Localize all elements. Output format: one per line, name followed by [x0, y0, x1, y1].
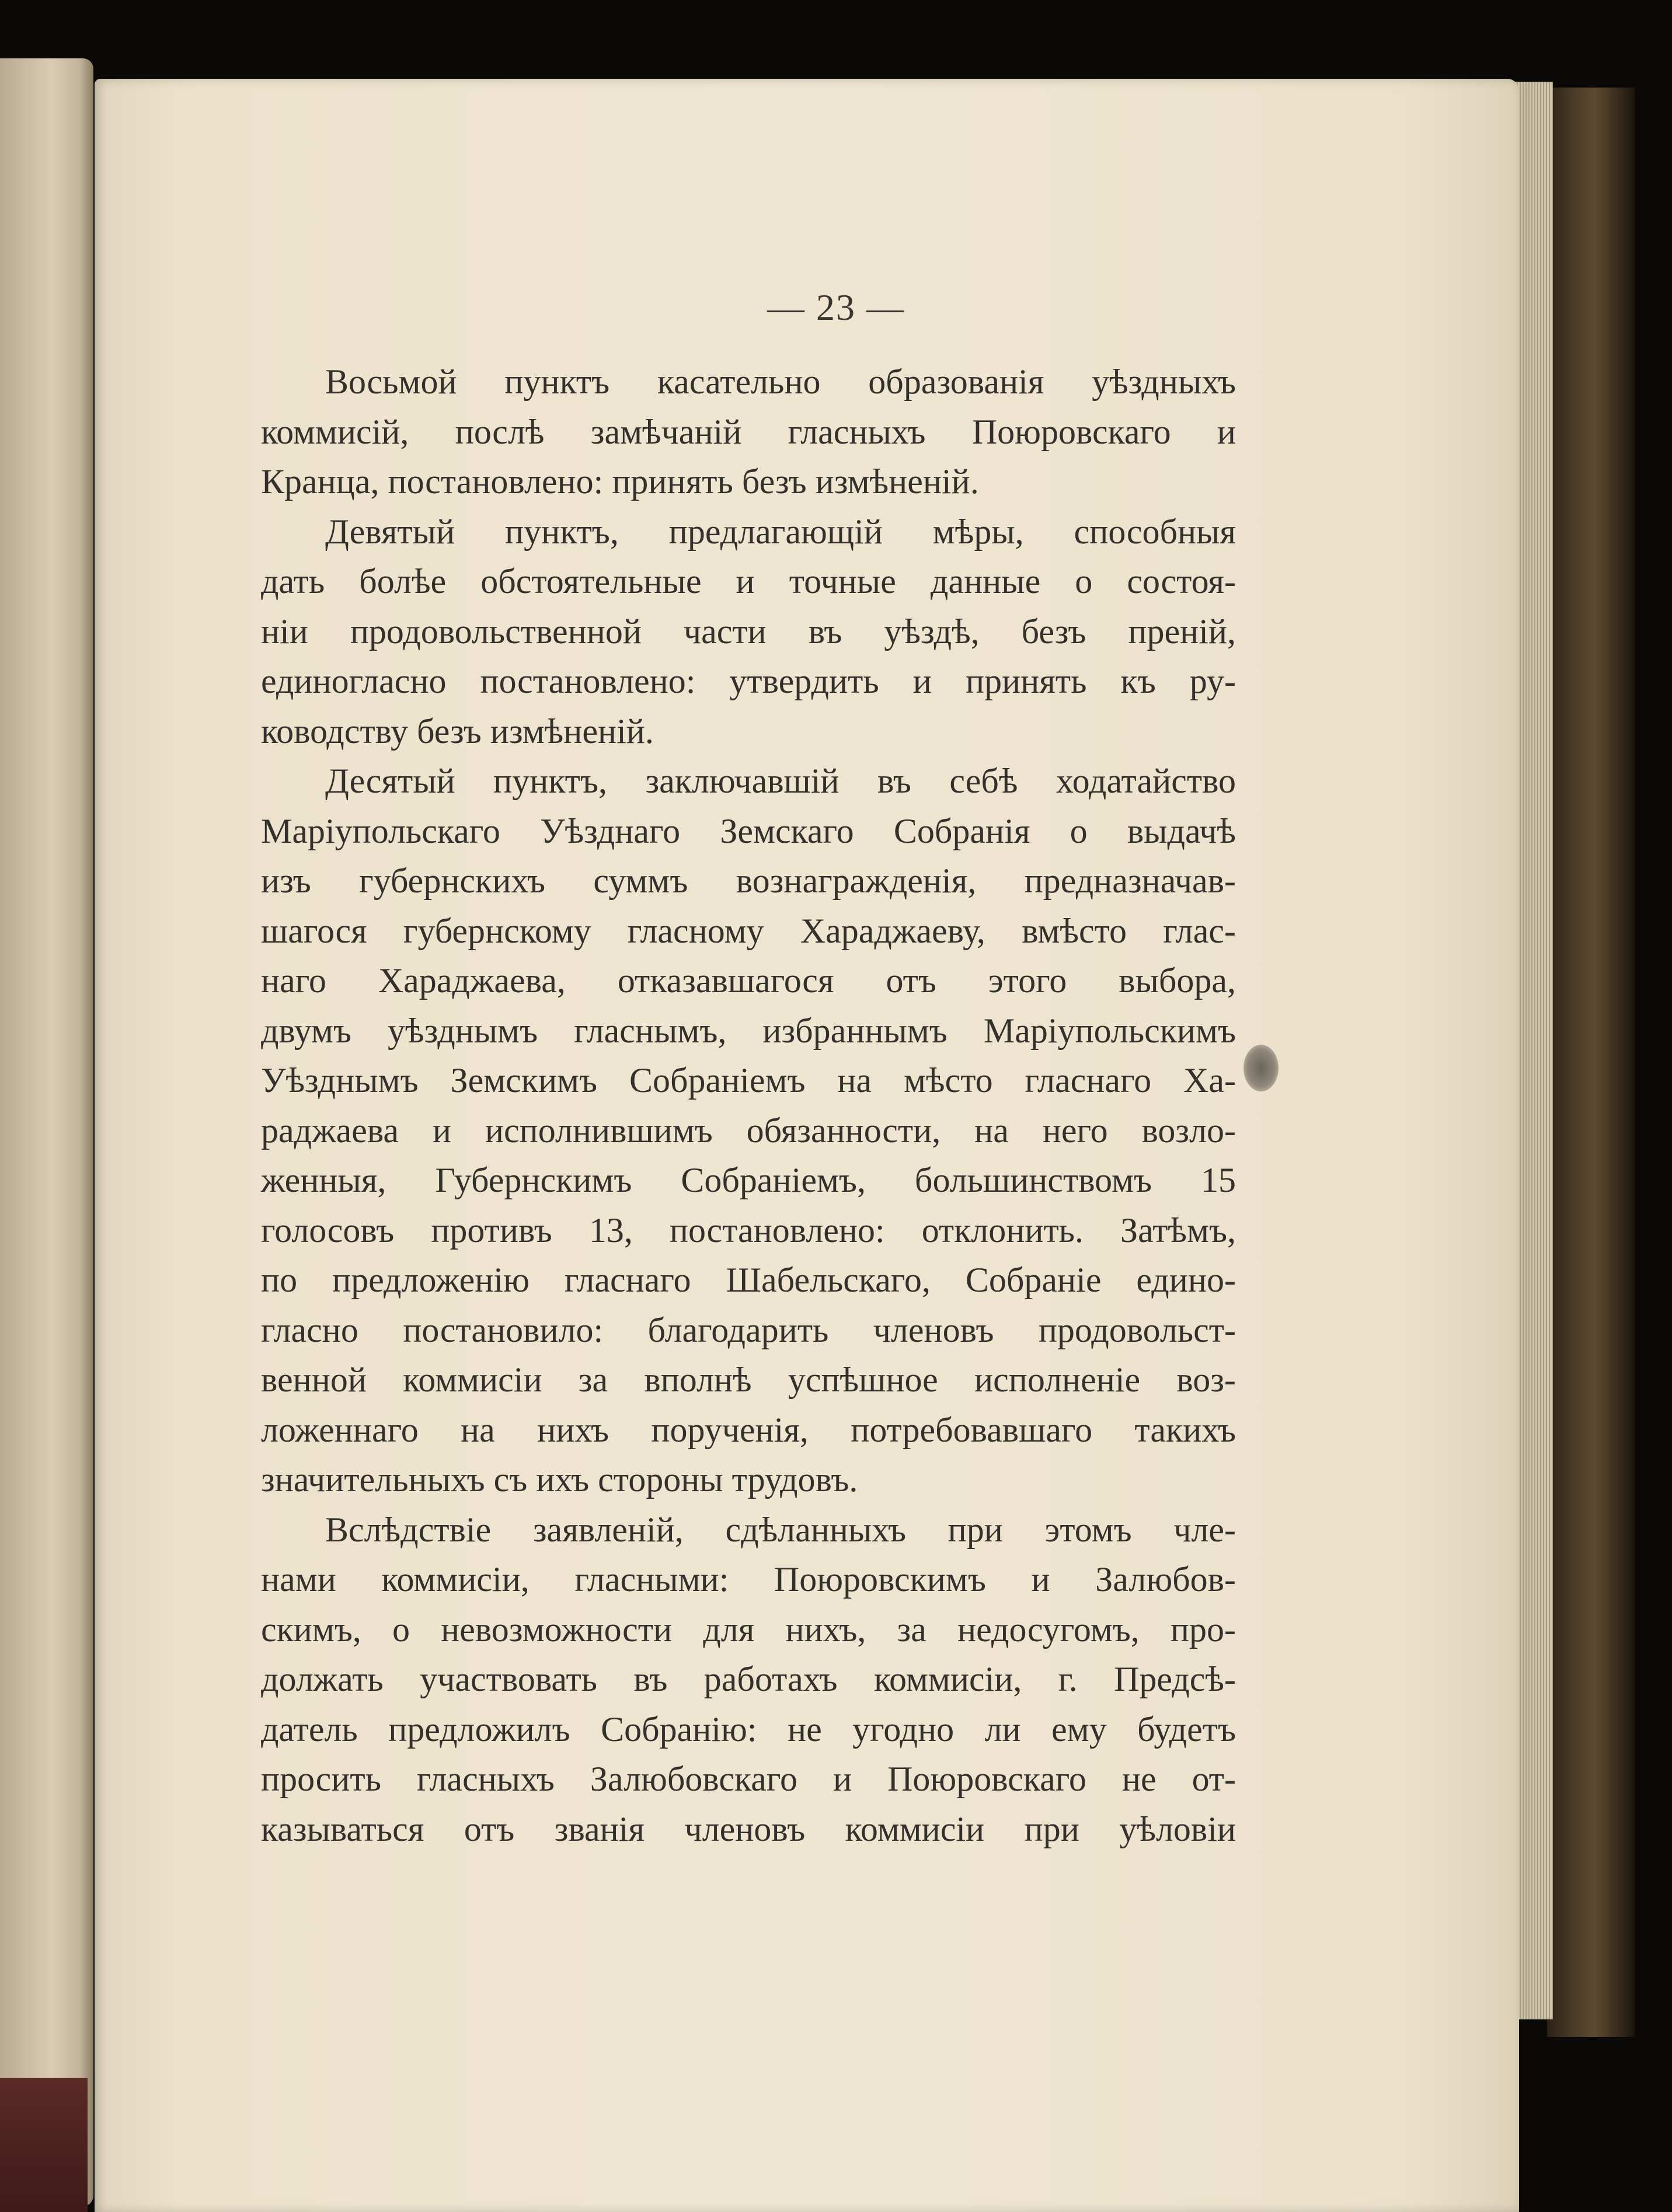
text-line: коммисій, послѣ замѣчаній гласныхъ Поюровскаго и — [261, 412, 1236, 451]
text-line: шагося губернскому гласному Хараджаеву, вмѣсто глас- — [261, 911, 1236, 950]
text-line: Десятый пунктъ, заключавшій въ себѣ ходатайство — [325, 762, 1236, 800]
facing-page-edge — [0, 58, 93, 2206]
text-line: просить гласныхъ Залюбовскаго и Поюровскаго не от- — [261, 1760, 1236, 1798]
text-line: ніи продовольственной части въ уѣздѣ, безъ преній, — [261, 612, 1236, 651]
text-line: единогласно постановлено: утвердить и принять къ ру- — [261, 662, 1236, 700]
text-line: гласно постановило: благодарить членовъ продовольст- — [261, 1310, 1236, 1349]
text-line: датель предложилъ Собранію: не угодно ли ему будетъ — [261, 1709, 1236, 1749]
text-line: скимъ, о невозможности для нихъ, за недосугомъ, про- — [261, 1610, 1236, 1649]
text-line: нами коммисіи, гласными: Поюровскимъ и Залюбов- — [261, 1560, 1236, 1599]
text-line: казываться отъ званія членовъ коммисіи при уѣловіи — [261, 1809, 1236, 1848]
book-cover-edge — [1547, 88, 1635, 2037]
binding-cloth — [0, 2078, 88, 2212]
text-line: Маріупольскаго Уѣзднаго Земскаго Собранія о выдачѣ — [261, 811, 1236, 850]
text-line: женныя, Губернскимъ Собраніемъ, большинствомъ 15 — [261, 1161, 1236, 1199]
text-line: должать участвовать въ работахъ коммисіи, г. Предсѣ- — [261, 1660, 1236, 1698]
page-number: — 23 — — [767, 287, 905, 328]
text-line: Девятый пунктъ, предлагающій мѣры, способныя — [325, 512, 1236, 551]
text-line: ложеннаго на нихъ порученія, потребовавшаго такихъ — [261, 1410, 1236, 1449]
text-line: ководству безъ измѣненій. — [261, 711, 654, 751]
text-line: изъ губернскихъ суммъ вознагражденія, предназначав- — [261, 861, 1236, 900]
text-line: Восьмой пунктъ касательно образованія уѣздныхъ — [325, 362, 1236, 401]
text-line: Вслѣдствіе заявленій, сдѣланныхъ при этомъ чле- — [325, 1510, 1236, 1549]
ink-stain — [1243, 1045, 1279, 1091]
text-line: Кранца, постановлено: принять безъ измѣненій. — [261, 462, 979, 501]
text-line: Уѣзднымъ Земскимъ Собраніемъ на мѣсто гласнаго Ха- — [261, 1061, 1236, 1100]
page-text — [261, 357, 1236, 1854]
text-line: наго Хараджаева, отказавшагося отъ этого выбора, — [261, 961, 1236, 1000]
text-line: значительныхъ съ ихъ стороны трудовъ. — [261, 1460, 858, 1499]
text-line: голосовъ противъ 13, постановлено: отклонить. Затѣмъ, — [261, 1210, 1236, 1250]
text-line: дать болѣе обстоятельные и точные данные о состоя- — [261, 562, 1236, 601]
text-line: по предложенію гласнаго Шабельскаго, Собраніе едино- — [261, 1261, 1236, 1299]
text-line: раджаева и исполнившимъ обязанности, на него возло- — [261, 1111, 1236, 1150]
text-line: двумъ уѣзднымъ гласнымъ, избраннымъ Маріупольскимъ — [261, 1011, 1236, 1050]
text-line: венной коммисіи за вполнѣ успѣшное исполненіе воз- — [261, 1360, 1236, 1399]
